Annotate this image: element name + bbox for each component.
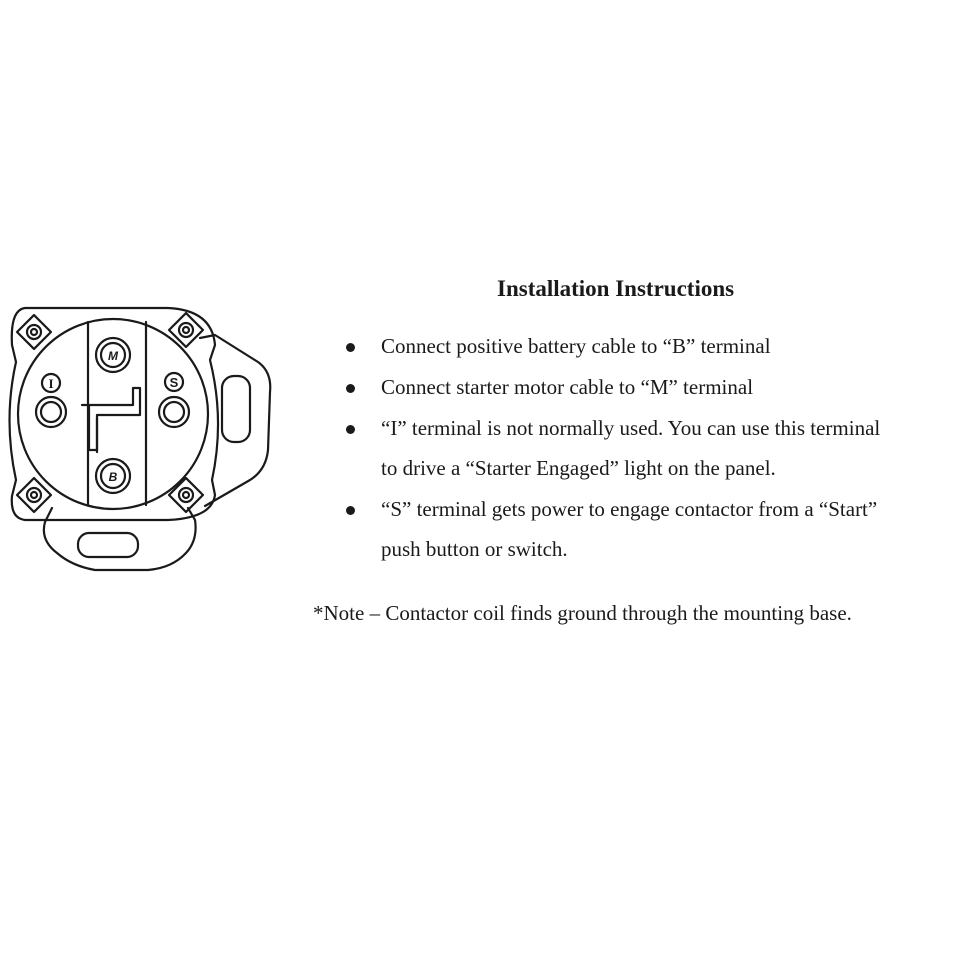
bullet-3 <box>346 425 355 434</box>
ground-note: *Note – Contactor coil finds ground through the mounting base. <box>313 601 852 625</box>
page-title: Installation Instructions <box>497 276 735 301</box>
instruction-4-line-2: push button or switch. <box>381 537 568 561</box>
terminal-label-i: I <box>48 376 54 391</box>
instruction-1: Connect positive battery cable to “B” terminal <box>381 334 771 358</box>
bullet-1 <box>346 343 355 352</box>
instruction-3-line-1: “I” terminal is not normally used. You can use this terminal <box>381 416 881 440</box>
terminal-label-b: B <box>108 470 118 484</box>
instruction-4-line-1: “S” terminal gets power to engage contactor from a “Start” <box>381 497 878 521</box>
terminal-label-m: M <box>108 349 118 363</box>
instruction-3-line-2: to drive a “Starter Engaged” light on the panel. <box>381 456 776 480</box>
instruction-2: Connect starter motor cable to “M” terminal <box>381 375 754 399</box>
bullet-4 <box>346 506 355 515</box>
terminal-label-s: S <box>169 375 179 390</box>
bullet-2 <box>346 384 355 393</box>
